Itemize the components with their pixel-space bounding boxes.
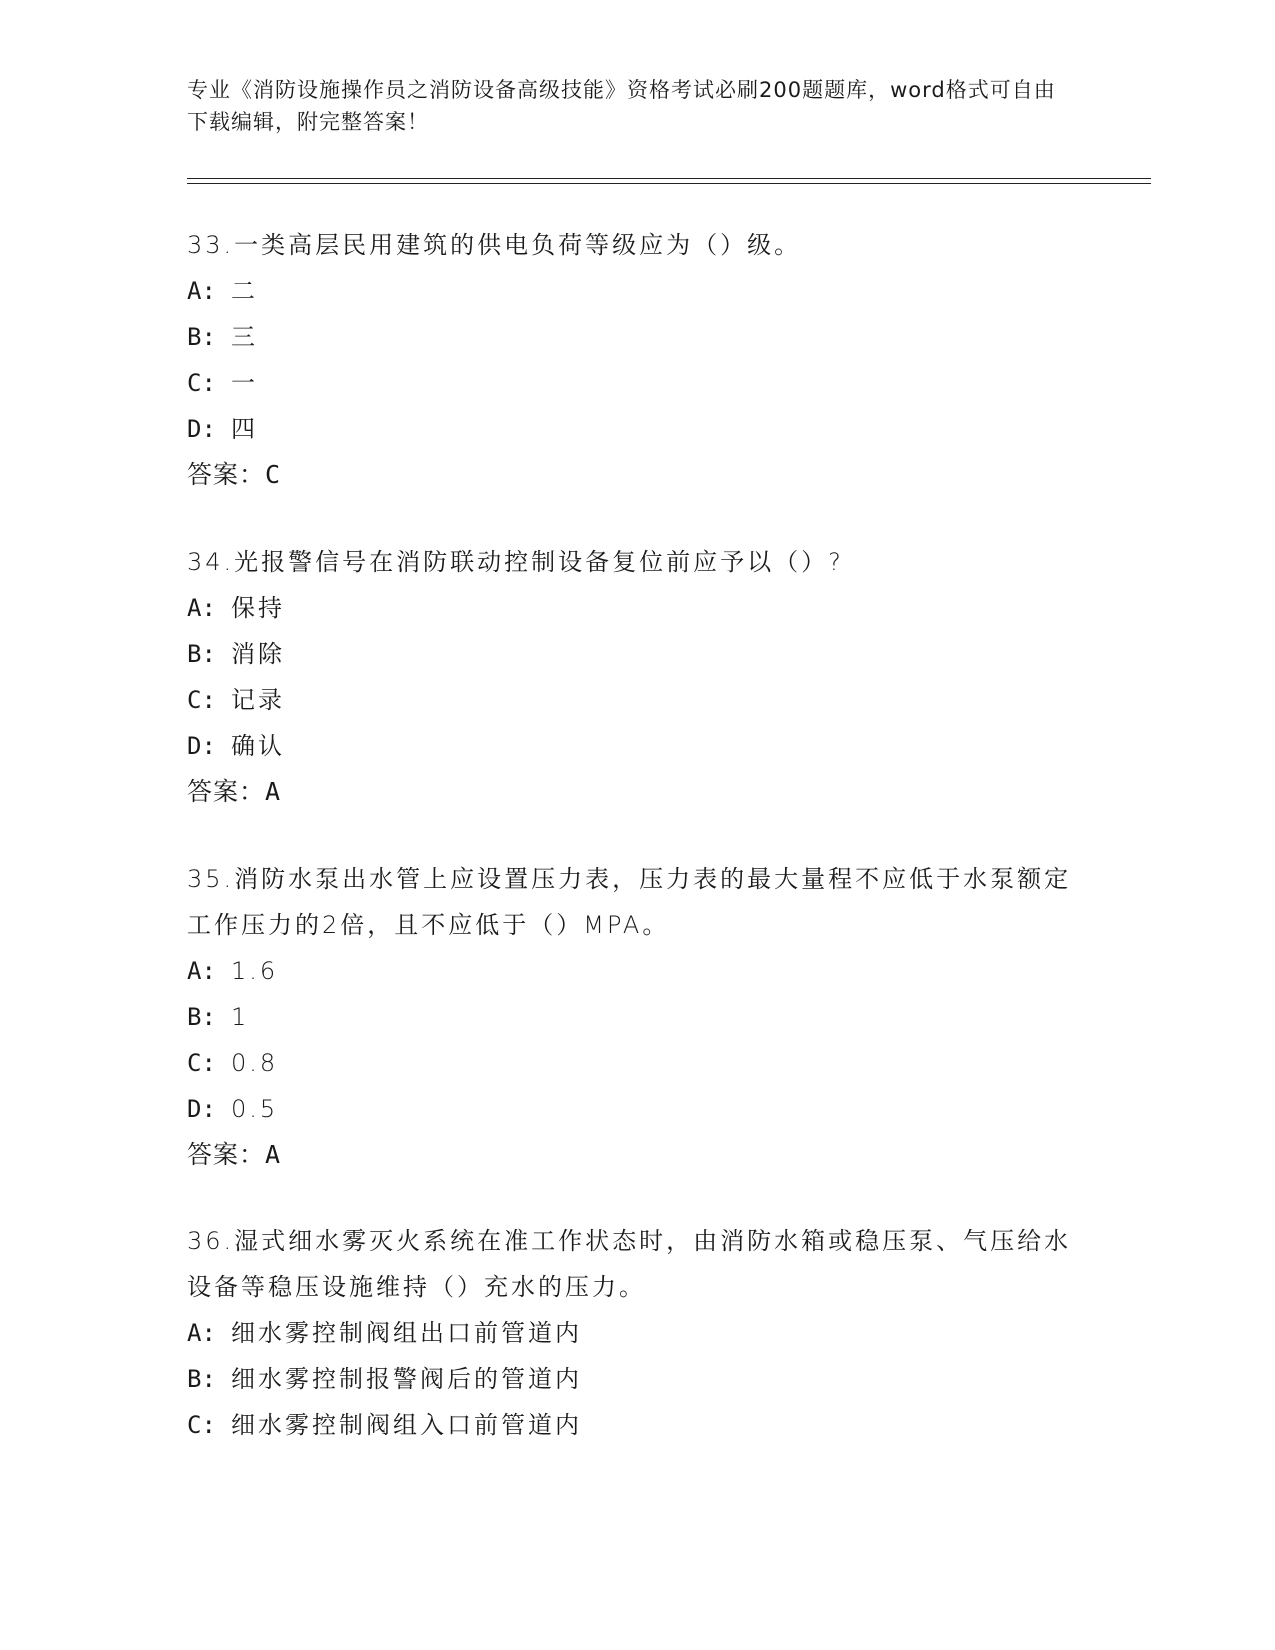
option-d <box>187 1086 1087 1132</box>
option-text: 细水雾控制阀组出口前管道内 <box>231 1319 582 1347</box>
option-letter: A: <box>187 1319 216 1347</box>
answer-label: 答案： <box>187 460 266 489</box>
question-36 <box>187 1218 1087 1448</box>
option-letter: C: <box>187 686 216 714</box>
option-text: 确认 <box>231 732 285 760</box>
option-c <box>187 1402 1087 1448</box>
header-rule-bottom <box>187 183 1151 184</box>
option-d <box>187 723 1087 769</box>
option-text: 细水雾控制阀组入口前管道内 <box>231 1411 582 1439</box>
option-letter: B: <box>187 323 216 351</box>
option-text: 四 <box>231 415 258 443</box>
option-letter: D: <box>187 415 216 443</box>
option-letter: C: <box>187 1411 216 1439</box>
option-text: 0.8 <box>231 1049 279 1077</box>
answer-value: A <box>265 777 282 806</box>
answer-line <box>187 452 1087 498</box>
option-b <box>187 314 1087 360</box>
option-text: 1 <box>231 1003 250 1031</box>
option-c <box>187 360 1087 406</box>
option-letter: A: <box>187 594 216 622</box>
option-letter: C: <box>187 369 216 397</box>
question-34 <box>187 539 1087 815</box>
option-text: 1.6 <box>231 957 279 985</box>
option-letter: C: <box>187 1049 216 1077</box>
option-text: 保持 <box>231 594 285 622</box>
option-letter: D: <box>187 732 216 760</box>
header-rule-top <box>187 178 1151 179</box>
question-33 <box>187 222 1087 498</box>
option-b <box>187 631 1087 677</box>
option-c <box>187 677 1087 723</box>
question-stem: 33.一类高层民用建筑的供电负荷等级应为（）级。 <box>187 231 802 259</box>
option-text: 记录 <box>231 686 285 714</box>
option-text: 消除 <box>231 640 285 668</box>
option-text: 二 <box>231 277 258 305</box>
option-text: 0.5 <box>231 1095 279 1123</box>
option-a <box>187 268 1087 314</box>
option-letter: D: <box>187 1095 216 1123</box>
option-letter: B: <box>187 1365 216 1393</box>
option-letter: A: <box>187 277 216 305</box>
answer-line <box>187 1132 1087 1178</box>
option-text: 三 <box>231 323 258 351</box>
answer-label: 答案： <box>187 777 266 806</box>
option-text: 一 <box>231 369 258 397</box>
question-35 <box>187 856 1087 1178</box>
answer-label: 答案： <box>187 1140 266 1169</box>
question-stem: 36.湿式细水雾灭火系统在准工作状态时，由消防水箱或稳压泵、气压给水设备等稳压设施维持（）充水的压力。 <box>187 1227 1072 1301</box>
option-letter: B: <box>187 640 216 668</box>
option-letter: B: <box>187 1003 216 1031</box>
option-a <box>187 585 1087 631</box>
option-text: 细水雾控制报警阀后的管道内 <box>231 1365 582 1393</box>
option-letter: A: <box>187 957 216 985</box>
option-b <box>187 994 1087 1040</box>
question-stem: 34.光报警信号在消防联动控制设备复位前应予以（）? <box>187 548 844 576</box>
option-d <box>187 406 1087 452</box>
option-c <box>187 1040 1087 1086</box>
option-a <box>187 948 1087 994</box>
option-a <box>187 1310 1087 1356</box>
question-stem: 35.消防水泵出水管上应设置压力表，压力表的最大量程不应低于水泵额定工作压力的2倍，且不应低于（）MPA。 <box>187 865 1072 939</box>
document-header: 专业《消防设施操作员之消防设备高级技能》资格考试必刷200题题库，word格式可自由下载编辑，附完整答案！ <box>187 78 1056 134</box>
answer-value: A <box>265 1140 282 1169</box>
option-b <box>187 1356 1087 1402</box>
answer-line <box>187 769 1087 815</box>
answer-value: C <box>265 460 282 489</box>
